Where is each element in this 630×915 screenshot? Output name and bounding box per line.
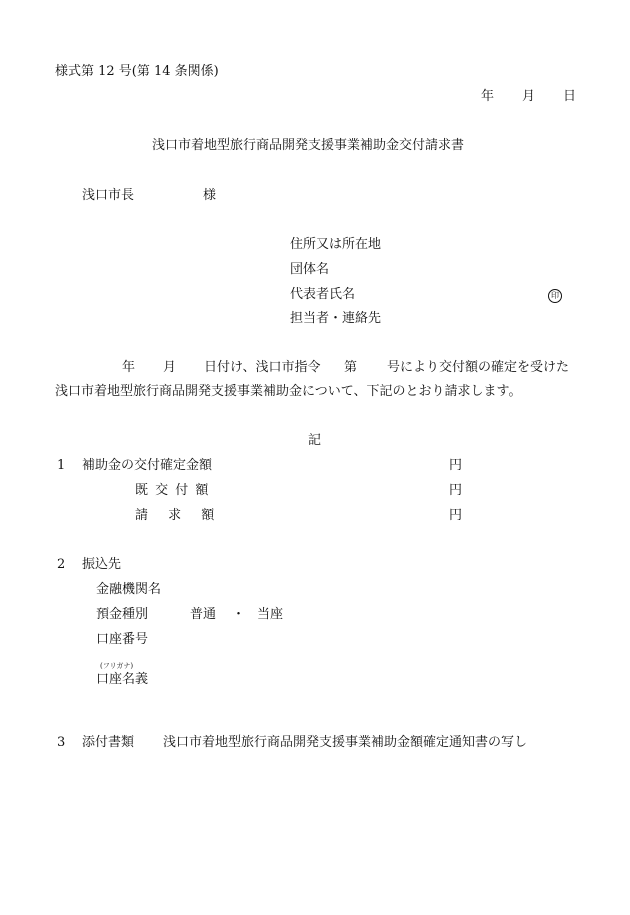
body-dated-text: 日付け、浅口市指令 xyxy=(204,360,321,375)
body-month: 月 xyxy=(163,360,177,375)
deposit-type-separator: ・ xyxy=(232,607,246,622)
applicant-org-label: 団体名 xyxy=(290,262,330,277)
section2-number: 2 xyxy=(57,557,66,572)
account-holder-label: 口座名義 xyxy=(96,672,149,687)
section3-content: 浅口市着地型旅行商品開発支援事業補助金額確定通知書の写し xyxy=(163,735,528,750)
applicant-address-label: 住所又は所在地 xyxy=(290,237,382,252)
account-number-label: 口座番号 xyxy=(96,632,149,647)
date-month-label: 月 xyxy=(522,89,536,104)
section1-row2-unit: 円 xyxy=(449,483,463,498)
section1-row3-label: 請 求 額 xyxy=(135,508,215,523)
body-line-2: 浅口市着地型旅行商品開発支援事業補助金について、下記のとおり請求します。 xyxy=(55,384,522,399)
body-year: 年 xyxy=(122,360,136,375)
seal-mark xyxy=(548,288,562,303)
ki-heading: 記 xyxy=(308,433,322,448)
form-number: 様式第 12 号(第 14 条関係) xyxy=(55,64,219,79)
section1-row1-unit: 円 xyxy=(449,458,463,473)
addressee-name: 浅口市長 xyxy=(82,188,135,203)
addressee-honorific: 様 xyxy=(203,188,217,203)
section1-row3-unit: 円 xyxy=(449,508,463,523)
section3-title: 添付書類 xyxy=(82,735,135,750)
body-no-suffix: 号により交付額の確定を受けた xyxy=(387,360,570,375)
section1-number: 1 xyxy=(57,458,66,473)
section3-number: 3 xyxy=(57,735,66,750)
bank-name-label: 金融機関名 xyxy=(96,582,162,597)
applicant-rep-label: 代表者氏名 xyxy=(290,287,356,302)
section2-title: 振込先 xyxy=(82,557,122,572)
body-no-prefix: 第 xyxy=(344,360,358,375)
account-holder-ruby: (フリガナ) xyxy=(100,662,134,670)
seal-mark-text: 印 xyxy=(548,289,562,303)
section1-row2-label: 既 交 付 額 xyxy=(135,483,209,498)
date-day-label: 日 xyxy=(563,89,577,104)
deposit-type-ordinary: 普通 xyxy=(190,607,217,622)
deposit-type-label: 預金種別 xyxy=(96,607,149,622)
document-title: 浅口市着地型旅行商品開発支援事業補助金交付請求書 xyxy=(152,138,465,153)
applicant-contact-label: 担当者・連絡先 xyxy=(290,311,382,326)
deposit-type-current: 当座 xyxy=(257,607,284,622)
date-year-label: 年 xyxy=(481,89,495,104)
section1-row1-label: 補助金の交付確定金額 xyxy=(82,458,213,473)
